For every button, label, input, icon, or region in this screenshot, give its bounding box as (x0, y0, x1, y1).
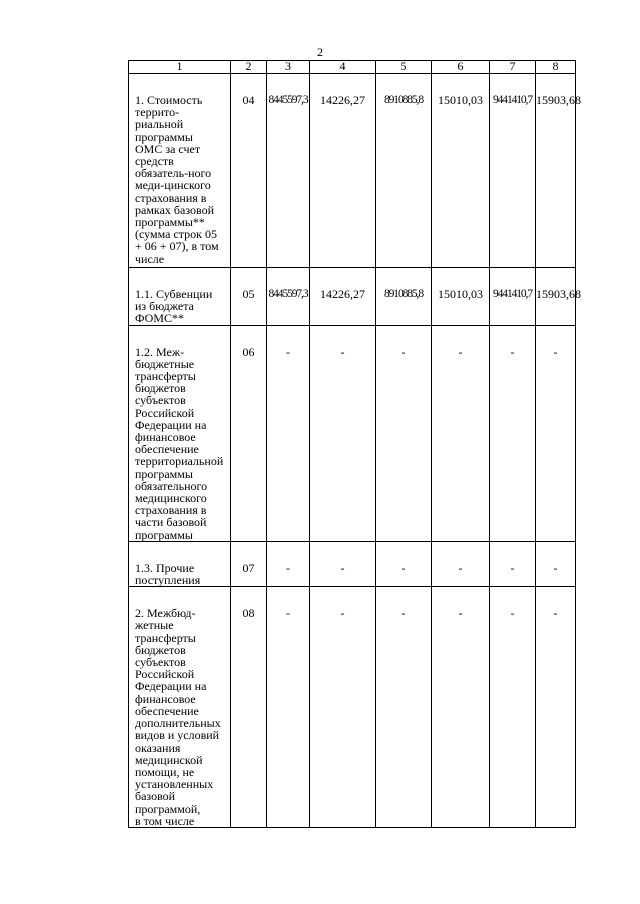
table-cell: - (310, 325, 376, 541)
column-header: 2 (231, 61, 267, 74)
table-cell: 9441410,7 (490, 74, 536, 268)
table-cell: - (536, 587, 576, 828)
table-cell: - (376, 325, 432, 541)
table-cell: 15903,68 (536, 74, 576, 268)
row-label: 1.1. Субвенции из бюджета ФОМС** (129, 268, 231, 326)
table-row (129, 541, 576, 586)
table-cell: - (267, 587, 310, 828)
table-cell: - (490, 587, 536, 828)
table-cell: 15010,03 (432, 268, 490, 326)
row-label: 1.3. Прочие поступления (129, 541, 231, 586)
table-cell: - (310, 587, 376, 828)
table-cell: - (536, 541, 576, 586)
row-code: 07 (231, 541, 267, 586)
column-number-row (129, 61, 576, 74)
table-cell: 8445597,3 (267, 268, 310, 326)
row-code: 08 (231, 587, 267, 828)
row-label: 2. Межбюд- жетные трансферты бюджетов субъектов Российской Федерации на финансовое обеспечение дополнительных видов и условий оказания медицинской помощи, не установленных базовой программой, в том числе (129, 587, 231, 828)
table-cell: - (310, 541, 376, 586)
column-header: 6 (432, 61, 490, 74)
row-label: 1.2. Меж- бюджетные трансферты бюджетов субъектов Российской Федерации на финансовое обеспечение территориальной программы обязательного медицинского страхования в части базовой программы (129, 325, 231, 541)
table-cell: 15010,03 (432, 74, 490, 268)
row-code: 06 (231, 325, 267, 541)
table-cell: - (490, 541, 536, 586)
page-number: 2 (317, 45, 323, 59)
table-row (129, 325, 576, 541)
table-cell: - (432, 325, 490, 541)
table-cell: 14226,27 (310, 268, 376, 326)
table-cell: 8445597,3 (267, 74, 310, 268)
table-cell: - (536, 325, 576, 541)
table-cell: - (432, 587, 490, 828)
row-code: 05 (231, 268, 267, 326)
column-header: 4 (310, 61, 376, 74)
column-header: 1 (129, 61, 231, 74)
table-row (129, 74, 576, 268)
table-cell: - (267, 325, 310, 541)
column-header: 7 (490, 61, 536, 74)
table-cell: 15903,68 (536, 268, 576, 326)
table-row (129, 587, 576, 828)
table-cell: - (376, 541, 432, 586)
table-cell: - (376, 587, 432, 828)
financial-table (128, 59, 581, 828)
column-header: 8 (536, 61, 576, 74)
table-cell: 9441410,7 (490, 268, 536, 326)
table-cell: - (432, 541, 490, 586)
column-header: 3 (267, 61, 310, 74)
table-row (129, 268, 576, 326)
column-header: 5 (376, 61, 432, 74)
row-code: 04 (231, 74, 267, 268)
table-cell: 8910885,8 (376, 268, 432, 326)
table-cell: - (267, 541, 310, 586)
row-label: 1. Стоимость террито- риальной программы ОМС за счет средств обязатель-ного меди-цинского страхования в рамках базовой программы** (сумма строк 05 + 06 + 07), в том числе (129, 74, 231, 268)
table-cell: - (490, 325, 536, 541)
table-cell: 14226,27 (310, 74, 376, 268)
table-cell: 8910885,8 (376, 74, 432, 268)
